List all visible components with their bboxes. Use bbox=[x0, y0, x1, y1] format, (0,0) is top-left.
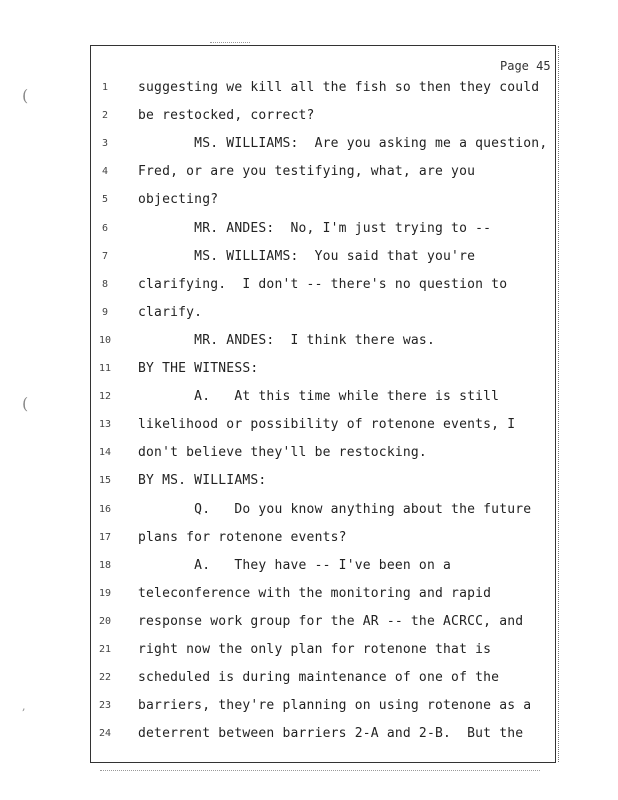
line-number: 15 bbox=[98, 475, 112, 487]
transcript-line bbox=[0, 80, 560, 100]
line-number: 3 bbox=[101, 138, 109, 150]
line-number: 9 bbox=[101, 306, 109, 318]
line-text: Fred, or are you testifying, what, are you bbox=[138, 164, 476, 180]
line-number: 2 bbox=[101, 110, 109, 122]
line-number: 14 bbox=[98, 447, 112, 459]
line-text: suggesting we kill all the fish so then they could bbox=[138, 80, 540, 95]
line-text: Q. Do you know anything about the future bbox=[138, 501, 532, 517]
line-text: right now the only plan for rotenone that is bbox=[138, 642, 492, 657]
transcript-line bbox=[0, 670, 560, 690]
line-number: 7 bbox=[101, 250, 109, 262]
transcript-line bbox=[0, 277, 560, 297]
line-number: 13 bbox=[98, 419, 112, 431]
line-text: barriers, they're planning on using rotenone as a bbox=[138, 698, 532, 714]
transcript-line bbox=[0, 389, 560, 409]
transcript-line bbox=[0, 333, 560, 353]
transcript-line bbox=[0, 642, 560, 662]
line-text: don't believe they'll be restocking. bbox=[138, 445, 427, 461]
line-number: 17 bbox=[98, 531, 112, 543]
transcript-line bbox=[0, 614, 560, 634]
line-text: plans for rotenone events? bbox=[138, 529, 347, 545]
line-number: 20 bbox=[98, 615, 112, 627]
line-text: BY THE WITNESS: bbox=[138, 361, 259, 376]
transcript-line bbox=[0, 136, 560, 156]
transcript-line bbox=[0, 361, 560, 381]
transcript-line bbox=[0, 192, 560, 212]
line-number: 4 bbox=[101, 166, 109, 178]
line-text: MS. WILLIAMS: Are you asking me a question, bbox=[138, 136, 548, 152]
hole-punch-mark-top: ( bbox=[22, 86, 29, 105]
transcript-line bbox=[0, 698, 560, 718]
transcript-line bbox=[0, 726, 560, 746]
hole-punch-mark-middle: ( bbox=[22, 394, 29, 413]
transcript-line bbox=[0, 586, 560, 606]
line-text: MR. ANDES: No, I'm just trying to -- bbox=[138, 220, 492, 236]
page-number: Page 45 bbox=[500, 59, 551, 73]
margin-tick-mark: , bbox=[22, 700, 26, 713]
line-number: 21 bbox=[98, 644, 112, 655]
line-text: MS. WILLIAMS: You said that you're bbox=[138, 248, 476, 264]
line-number: 12 bbox=[98, 391, 112, 403]
line-text: deterrent between barriers 2-A and 2-B. But the bbox=[138, 726, 524, 742]
transcript-line bbox=[0, 221, 560, 241]
line-number: 24 bbox=[98, 728, 112, 740]
line-number: 19 bbox=[98, 587, 112, 599]
line-number: 10 bbox=[98, 334, 112, 346]
transcript-line bbox=[0, 473, 560, 493]
line-text: clarifying. I don't -- there's no question to bbox=[138, 276, 508, 292]
line-text: A. At this time while there is still bbox=[138, 389, 500, 405]
transcript-line bbox=[0, 502, 560, 522]
line-number: 8 bbox=[101, 278, 109, 290]
line-text: be restocked, correct? bbox=[138, 108, 315, 124]
transcript-line bbox=[0, 164, 560, 184]
line-text: clarify. bbox=[138, 304, 203, 320]
footer-rule bbox=[100, 770, 540, 771]
line-number: 11 bbox=[98, 363, 112, 374]
line-text: objecting? bbox=[138, 192, 219, 208]
transcript-line bbox=[0, 249, 560, 269]
transcript-line bbox=[0, 108, 560, 128]
line-text: likelihood or possibility of rotenone events, I bbox=[138, 417, 516, 433]
line-text: teleconference with the monitoring and rapid bbox=[138, 585, 492, 601]
transcript-line bbox=[0, 530, 560, 550]
transcript-line bbox=[0, 558, 560, 578]
transcript-line bbox=[0, 445, 560, 465]
line-number: 1 bbox=[101, 82, 109, 93]
line-number: 5 bbox=[101, 194, 109, 206]
line-number: 22 bbox=[98, 672, 112, 684]
transcript-line bbox=[0, 305, 560, 325]
line-number: 18 bbox=[98, 559, 112, 571]
line-number: 16 bbox=[98, 503, 112, 515]
line-number: 6 bbox=[101, 222, 109, 234]
line-text: scheduled is during maintenance of one of the bbox=[138, 670, 500, 686]
line-number: 23 bbox=[98, 700, 112, 712]
line-text: response work group for the AR -- the ACRCC, and bbox=[138, 613, 524, 629]
line-text: A. They have -- I've been on a bbox=[138, 557, 452, 573]
transcript-line bbox=[0, 417, 560, 437]
line-text: BY MS. WILLIAMS: bbox=[138, 473, 267, 489]
line-text: MR. ANDES: I think there was. bbox=[138, 332, 435, 348]
